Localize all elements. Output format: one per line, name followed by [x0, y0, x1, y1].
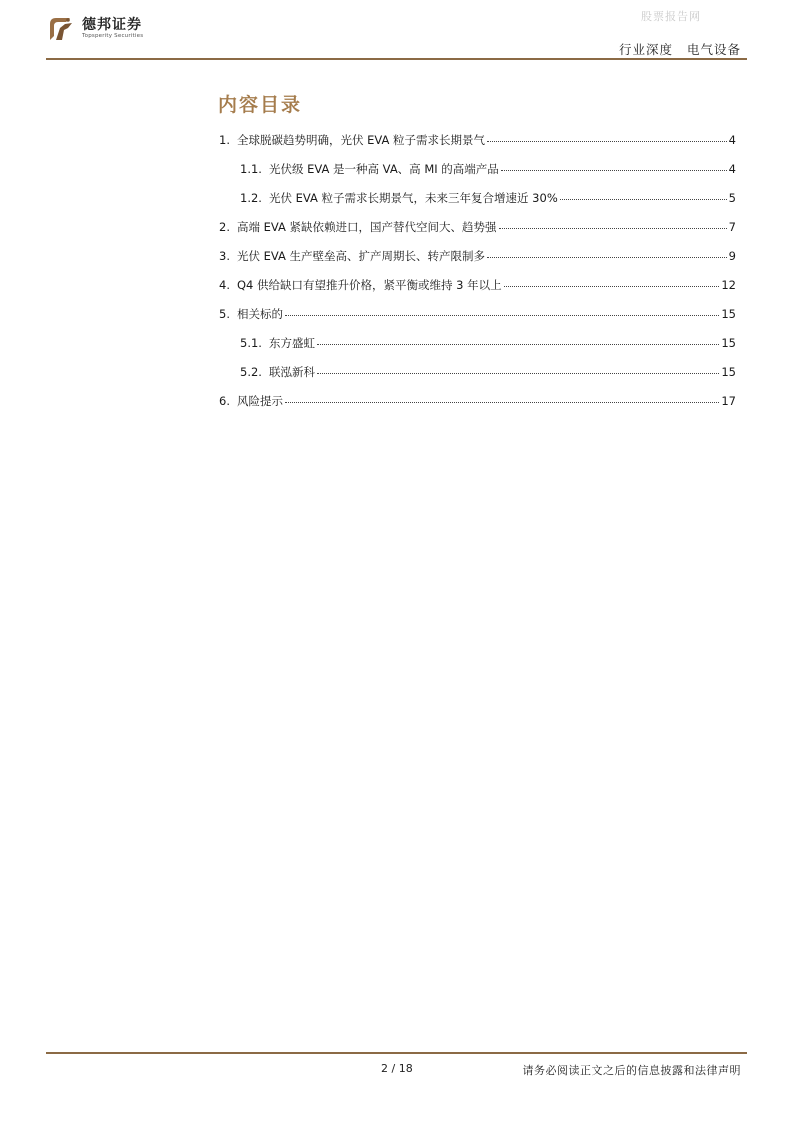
toc-leader [487, 257, 727, 258]
table-of-contents [219, 132, 736, 422]
toc-leader [560, 199, 727, 200]
toc-entry[interactable] [219, 190, 736, 219]
toc-entry[interactable] [219, 277, 736, 306]
toc-leader [285, 402, 719, 403]
header-divider [46, 58, 747, 60]
toc-leader [504, 286, 720, 287]
toc-label: 东方盛虹 [268, 336, 315, 350]
toc-entry[interactable] [219, 132, 736, 161]
toc-entry[interactable] [219, 161, 736, 190]
toc-entry[interactable] [219, 335, 736, 364]
toc-page: 5 [728, 191, 736, 205]
brand-name-en: Topsperity Securities [82, 33, 144, 40]
toc-page: 15 [721, 307, 736, 321]
toc-page: 12 [721, 278, 736, 292]
toc-entry[interactable] [219, 219, 736, 248]
toc-leader [501, 170, 727, 171]
toc-label: 高端 EVA 紧缺依赖进口，国产替代空间大、趋势强 [236, 220, 497, 234]
toc-label: 相关标的 [236, 307, 283, 321]
toc-label: 风险提示 [236, 394, 283, 408]
toc-number: 1. [219, 133, 230, 147]
toc-leader [285, 315, 719, 316]
toc-leader [499, 228, 727, 229]
toc-label: 全球脱碳趋势明确，光伏 EVA 粒子需求长期景气 [236, 133, 486, 147]
toc-page: 15 [721, 336, 736, 350]
toc-entry[interactable] [219, 306, 736, 335]
toc-label: 光伏级 EVA 是一种高 VA、高 MI 的高端产品 [268, 162, 499, 176]
toc-page: 4 [728, 133, 736, 147]
toc-number: 1.1. [240, 162, 262, 176]
toc-entry[interactable] [219, 364, 736, 393]
toc-entry[interactable] [219, 393, 736, 422]
toc-number: 2. [219, 220, 230, 234]
toc-number: 5.1. [240, 336, 262, 350]
toc-number: 5.2. [240, 365, 262, 379]
category-sector: 电气设备 [686, 42, 741, 57]
category-type: 行业深度 [618, 42, 673, 57]
report-category [619, 40, 741, 58]
watermark: 股票报告网 [641, 10, 701, 23]
toc-label: 光伏 EVA 粒子需求长期景气，未来三年复合增速近 30% [268, 191, 558, 205]
toc-leader [317, 344, 719, 345]
toc-label: 联泓新科 [268, 365, 315, 379]
toc-page: 4 [728, 162, 736, 176]
toc-label: Q4 供给缺口有望推升价格，紧平衡或维持 3 年以上 [236, 278, 502, 292]
brand-logo [46, 14, 143, 44]
toc-leader [487, 141, 727, 142]
toc-page: 7 [728, 220, 736, 234]
footer-divider [46, 1052, 747, 1054]
toc-page: 15 [721, 365, 736, 379]
page-number: 2 / 18 [381, 1062, 413, 1075]
brand-logo-icon [46, 14, 76, 44]
toc-page: 9 [728, 249, 736, 263]
legal-disclaimer: 请务必阅读正文之后的信息披露和法律声明 [522, 1064, 741, 1077]
toc-number: 1.2. [240, 191, 262, 205]
toc-page: 17 [721, 394, 736, 408]
toc-number: 4. [219, 278, 230, 292]
toc-number: 6. [219, 394, 230, 408]
toc-number: 5. [219, 307, 230, 321]
toc-number: 3. [219, 249, 230, 263]
toc-leader [317, 373, 719, 374]
toc-title: 内容目录 [218, 94, 303, 116]
brand-name-cn: 德邦证券 [82, 17, 142, 34]
toc-entry[interactable] [219, 248, 736, 277]
toc-label: 光伏 EVA 生产壁垒高、扩产周期长、转产限制多 [236, 249, 486, 263]
